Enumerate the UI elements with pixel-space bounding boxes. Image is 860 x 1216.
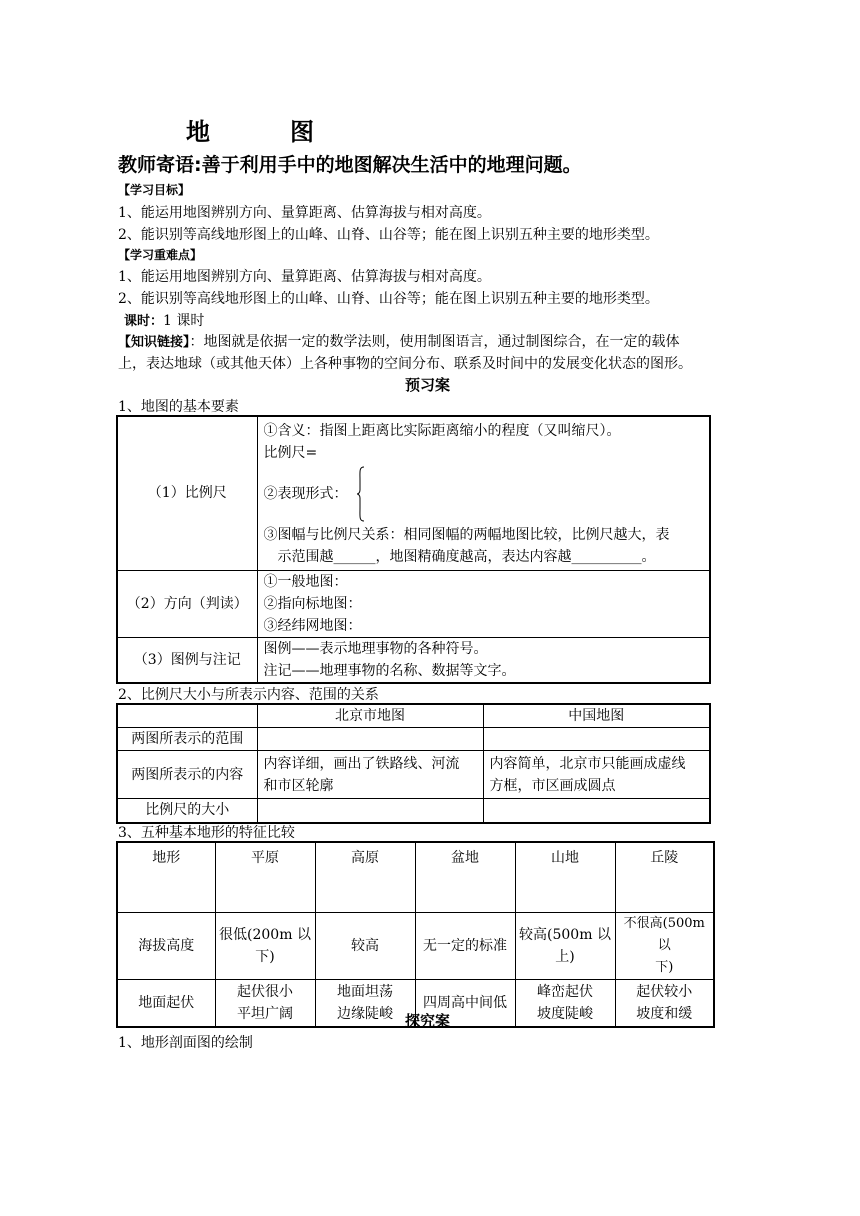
section3-title: 3、五种基本地形的特征比较 — [118, 825, 295, 841]
scale-relation-2: 示范围越______，地图精确度越高，表达内容越__________。 — [277, 549, 656, 566]
direction-item: ②指向标地图： — [263, 595, 362, 612]
cell-line: 平坦广阔 — [237, 1005, 293, 1022]
row-label: 两图所表示的范围 — [117, 728, 257, 751]
table-cell — [257, 799, 483, 823]
cell-line: 上) — [555, 948, 575, 965]
brace-icon — [356, 466, 366, 522]
legend-item: 图例——表示地理事物的各种符号。 — [263, 640, 488, 657]
table-row — [117, 842, 714, 912]
cell-line: 和市区轮廓 — [263, 777, 334, 794]
table-cell — [515, 979, 615, 1027]
class-hours — [124, 310, 204, 330]
direction-item: ③经纬网地图： — [263, 617, 362, 634]
legend-label: （3）图例与注记 — [117, 637, 257, 683]
header-cell: 高原 — [315, 842, 415, 912]
knowledge-text-1: ：地图就是依据一定的数学法则，使用制图语言，通过制图综合，在一定的载体 — [189, 334, 680, 350]
table-row — [117, 751, 710, 799]
landform-table — [116, 841, 715, 1028]
scale-meaning: ①含义：指图上距离比实际距离缩小的程度（又叫缩尺）。 — [263, 423, 621, 440]
cell-line: 下) — [655, 959, 674, 975]
explore-item: 1、地形剖面图的绘制 — [118, 1035, 253, 1051]
cell-line: 很低(200m 以 — [219, 926, 311, 943]
table-cell — [515, 912, 615, 979]
header-cell: 盆地 — [415, 842, 515, 912]
scale-forms-row — [264, 464, 704, 524]
scale-forms: ②表现形式： — [263, 486, 348, 503]
cell-line: 不很高(500m 以 — [623, 915, 705, 953]
direction-item: ①一般地图： — [263, 573, 348, 590]
table-cell — [257, 728, 483, 751]
preview-heading: 预习案 — [405, 376, 451, 394]
row-label: 海拔高度 — [117, 912, 215, 979]
hours-value: 1 课时 — [163, 313, 205, 329]
scale-content — [257, 416, 710, 570]
cell-line: 内容简单，北京市只能画成虚线 — [489, 755, 686, 772]
knowledge-line-1 — [118, 331, 680, 351]
table-cell — [257, 751, 483, 799]
legend-item: 注记——地理事物的名称、数据等文字。 — [263, 662, 516, 679]
table-row — [117, 570, 710, 637]
header-cell: 地形 — [117, 842, 215, 912]
table-cell — [615, 979, 714, 1027]
table-cell — [483, 751, 710, 799]
keypoint-item: 1、能运用地图辨别方向、量算距离、估算海拔与相对高度。 — [118, 269, 491, 285]
row-label: 比例尺的大小 — [117, 799, 257, 823]
legend-content — [257, 637, 710, 683]
goal-item: 1、能运用地图辨别方向、量算距离、估算海拔与相对高度。 — [118, 205, 491, 221]
header-cell: 丘陵 — [615, 842, 714, 912]
cell-line: 峰峦起伏 — [537, 983, 593, 1000]
table-row — [117, 416, 710, 570]
table-cell — [483, 799, 710, 823]
teacher-motto: 教师寄语:善于利用手中的地图解决生活中的地理问题。 — [118, 154, 582, 176]
table-cell: 无一定的标准 — [415, 912, 515, 979]
section2-title: 2、比例尺大小与所表示内容、范围的关系 — [118, 687, 379, 703]
table-row — [117, 799, 710, 823]
knowledge-label: 【知识链接】 — [118, 335, 190, 350]
table-row — [117, 912, 714, 979]
scale-relation-1: ③图幅与比例尺关系：相同图幅的两幅地图比较，比例尺越大，表 — [263, 527, 670, 544]
cell-line: 起伏很小 — [237, 983, 293, 1000]
cell-line: 内容详细，画出了铁路线、河流 — [263, 755, 460, 772]
map-elements-table — [116, 415, 711, 684]
goals-heading: 【学习目标】 — [118, 183, 191, 197]
cell-line: 坡度和缓 — [636, 1005, 693, 1022]
table-row — [117, 637, 710, 683]
keypoints-heading: 【学习重难点】 — [118, 248, 203, 262]
cell-line: 下) — [255, 948, 275, 965]
direction-label: （2）方向（判读） — [117, 570, 257, 637]
knowledge-line-2: 上，表达地球（或其他天体）上各种事物的空间分布、联系及时间中的发展变化状态的图形。 — [118, 356, 692, 372]
table-cell — [215, 979, 315, 1027]
keypoint-item: 2、能识别等高线地形图上的山峰、山脊、山谷等；能在图上识别五种主要的地形类型。 — [118, 291, 659, 307]
cell-line: 起伏较小 — [636, 983, 693, 1000]
table-cell — [315, 979, 415, 1027]
row-label: 地面起伏 — [117, 979, 215, 1027]
page-title: 地 图 — [186, 118, 342, 146]
section1-title: 1、地图的基本要素 — [118, 399, 239, 415]
table-row — [117, 704, 710, 728]
scale-comparison-table — [116, 703, 711, 824]
table-row — [117, 728, 710, 751]
header-cell: 山地 — [515, 842, 615, 912]
direction-content — [257, 570, 710, 637]
table-cell — [483, 728, 710, 751]
table-cell: 四周高中间低 — [415, 979, 515, 1027]
cell-line: 坡度陡峻 — [537, 1005, 593, 1022]
explore-heading: 探究案 — [405, 1012, 451, 1030]
header-cell: 北京市地图 — [257, 704, 483, 728]
cell-line: 方框，市区画成圆点 — [489, 777, 616, 794]
cell-line: 较高(500m 以 — [519, 926, 611, 943]
table-cell — [215, 912, 315, 979]
header-cell: 中国地图 — [483, 704, 710, 728]
cell-line: 边缘陡峻 — [337, 1005, 393, 1022]
table-cell: 较高 — [315, 912, 415, 979]
cell-line: 地面坦荡 — [337, 983, 393, 1000]
scale-label: （1）比例尺 — [117, 416, 257, 570]
header-cell — [117, 704, 257, 728]
goal-item: 2、能识别等高线地形图上的山峰、山脊、山谷等；能在图上识别五种主要的地形类型。 — [118, 227, 659, 243]
table-cell — [615, 912, 714, 979]
hours-label: 课时： — [124, 314, 164, 329]
scale-formula: 比例尺= — [263, 445, 318, 462]
header-cell: 平原 — [215, 842, 315, 912]
row-label: 两图所表示的内容 — [117, 751, 257, 799]
